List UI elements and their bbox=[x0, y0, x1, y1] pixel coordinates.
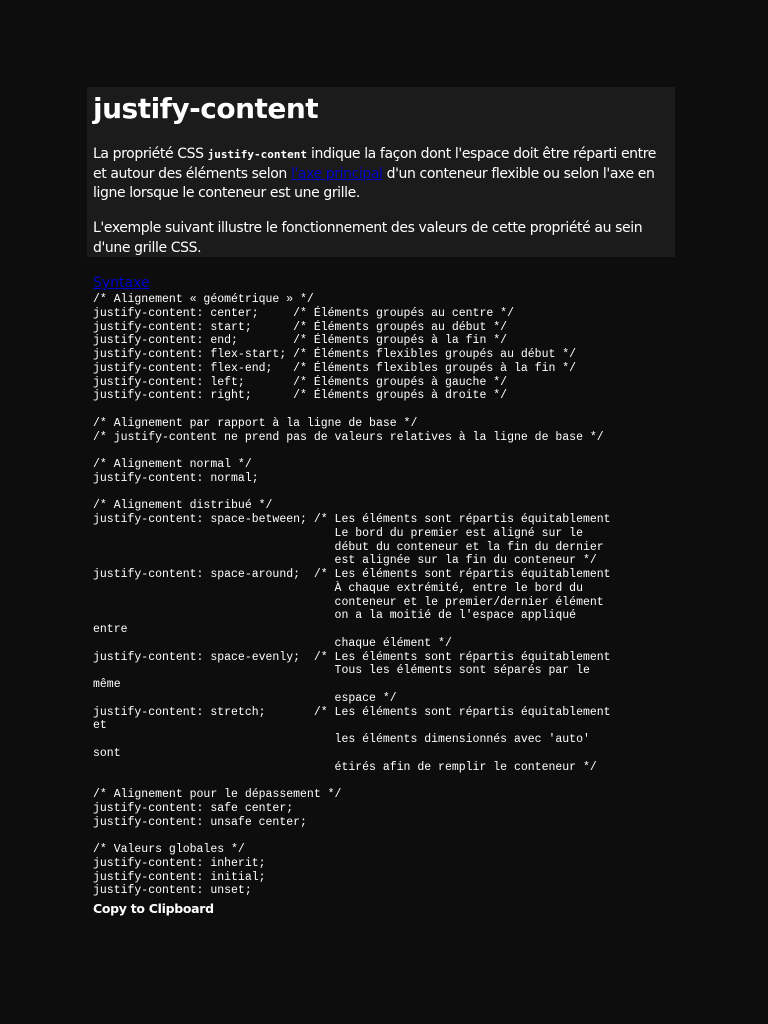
syntax-link[interactable]: Syntaxe bbox=[93, 275, 150, 291]
main-axis-link[interactable]: l'axe principal bbox=[290, 165, 383, 182]
copy-to-clipboard-button[interactable]: Copy to Clipboard bbox=[93, 901, 214, 916]
intro-text-end: d'un conteneur flexible ou selon l'axe en ligne lorsque le conteneur est une grille. bbox=[93, 165, 655, 201]
intro-paragraph bbox=[93, 145, 663, 204]
intro-text-start: La propriété CSS bbox=[93, 146, 208, 162]
example-description: L'exemple suivant illustre le fonctionnement des valeurs de cette propriété au sein d'une grille CSS. bbox=[93, 220, 643, 256]
syntax-code-block: /* Alignement « géométrique » */ justify-content: center; /* Éléments groupés au centre */ justify-content: start; /* Éléments groupés au début */ justify-content: end; /* Éléments groupés à la fin */ justify-content: flex-start; /* Éléments flexibles groupés au début */ justify-content: flex-end; /* Éléments flexibles groupés à la fin */ justify-content: left; /* Éléments groupés à gauche */ justify-content: right; /* Éléments groupés à droite */ /* Alignement par rapport à la ligne de base */ /* justify-content ne prend pas de valeurs relatives à la ligne de base */ /* Alignement normal */ justify-content: normal; /* Alignement distribué */ justify-content: space-between; /* Les éléments sont répartis équitablement Le bord du premier est aligné sur le début du conteneur et la fin du dernier est alignée sur la fin du conteneur */ justify-content: space-around; /* Les éléments sont répartis équitablement À chaque extrémité, entre le bord du conteneur et le premier/dernier élément on a la moitié de l'espace appliqué entre chaque élément */ justify-content: space-evenly; /* Les éléments sont répartis équitablement Tous les éléments sont séparés par le même espace */ justify-content: stretch; /* Les éléments sont répartis équitablement et les éléments dimensionnés avec 'auto' sont étirés afin de remplir le conteneur */ /* Alignement pour le dépassement */ justify-content: safe center; justify-content: unsafe center; /* Valeurs globales */ justify-content: inherit; justify-content: initial; justify-content: unset; bbox=[93, 293, 611, 898]
page-title: justify-content bbox=[93, 92, 319, 125]
intro-text-middle: indique la façon dont l'espace doit être réparti entre et autour des éléments selon bbox=[93, 146, 656, 182]
property-name-code: justify-content bbox=[207, 148, 307, 161]
